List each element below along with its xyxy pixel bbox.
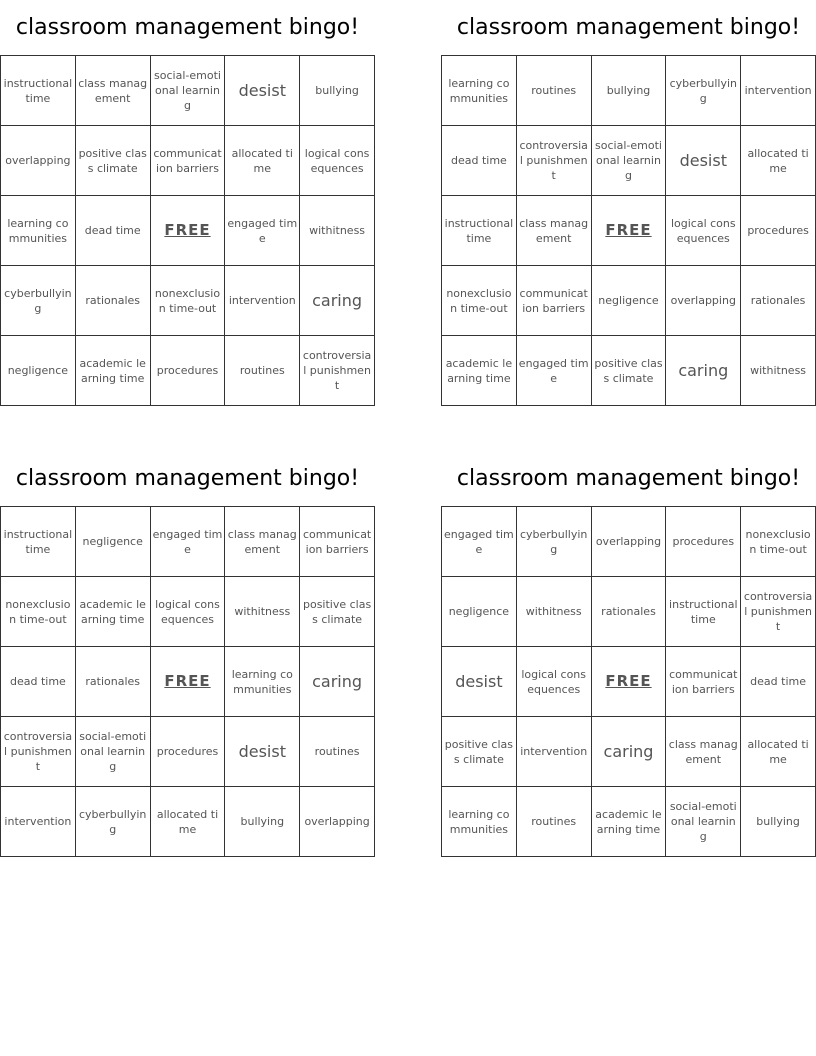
bingo-cell: positive class climate bbox=[76, 126, 151, 196]
bingo-cell: allocated time bbox=[741, 717, 816, 787]
bingo-cell: bullying bbox=[225, 787, 300, 857]
bingo-grid bbox=[441, 55, 816, 406]
bingo-cell: academic learning time bbox=[442, 336, 517, 406]
card-title: classroom management bingo! bbox=[456, 466, 801, 491]
bingo-cell: dead time bbox=[741, 647, 816, 717]
bingo-cell: caring bbox=[592, 717, 667, 787]
bingo-cell: allocated time bbox=[741, 126, 816, 196]
bingo-cell: academic learning time bbox=[76, 577, 151, 647]
bingo-cell: cyberbullying bbox=[666, 56, 741, 126]
bingo-cell: overlapping bbox=[666, 266, 741, 336]
bingo-cell: engaged time bbox=[517, 336, 592, 406]
bingo-card-2 bbox=[441, 0, 816, 385]
bingo-cell: cyberbullying bbox=[76, 787, 151, 857]
bingo-cell: intervention bbox=[517, 717, 592, 787]
bingo-cell: logical consequences bbox=[151, 577, 226, 647]
bingo-cell: procedures bbox=[666, 507, 741, 577]
bingo-cell: social-emotional learning bbox=[592, 126, 667, 196]
bingo-cell: communication barriers bbox=[666, 647, 741, 717]
bingo-cell: intervention bbox=[1, 787, 76, 857]
bingo-cell: routines bbox=[300, 717, 375, 787]
bingo-cell: cyberbullying bbox=[517, 507, 592, 577]
bingo-cell: controversial punishment bbox=[300, 336, 375, 406]
bingo-cell: procedures bbox=[741, 196, 816, 266]
bingo-free-space: FREE bbox=[592, 647, 667, 717]
bingo-cell: communication barriers bbox=[151, 126, 226, 196]
bingo-cell: rationales bbox=[76, 647, 151, 717]
bingo-cell: instructional time bbox=[1, 56, 76, 126]
bingo-cell: withitness bbox=[225, 577, 300, 647]
bingo-cell: academic learning time bbox=[592, 787, 667, 857]
bingo-cell: withitness bbox=[300, 196, 375, 266]
bingo-cell: learning communities bbox=[442, 787, 517, 857]
bingo-cell: nonexclusion time-out bbox=[151, 266, 226, 336]
bingo-cell: learning communities bbox=[442, 56, 517, 126]
bingo-cell: controversial punishment bbox=[517, 126, 592, 196]
bingo-cell: desist bbox=[225, 717, 300, 787]
bingo-cell: nonexclusion time-out bbox=[442, 266, 517, 336]
bingo-cell: academic learning time bbox=[76, 336, 151, 406]
bingo-free-space: FREE bbox=[151, 196, 226, 266]
bingo-cell: logical consequences bbox=[517, 647, 592, 717]
bingo-cell: overlapping bbox=[592, 507, 667, 577]
bingo-cell: logical consequences bbox=[666, 196, 741, 266]
bingo-cell: rationales bbox=[592, 577, 667, 647]
bingo-cell: procedures bbox=[151, 336, 226, 406]
bingo-cell: social-emotional learning bbox=[151, 56, 226, 126]
bingo-cell: positive class climate bbox=[300, 577, 375, 647]
bingo-grid bbox=[0, 506, 375, 857]
bingo-cell: dead time bbox=[442, 126, 517, 196]
bingo-cell: caring bbox=[300, 266, 375, 336]
bingo-cell: negligence bbox=[76, 507, 151, 577]
bingo-card-1 bbox=[0, 0, 375, 392]
bingo-cell: instructional time bbox=[666, 577, 741, 647]
bingo-cell: overlapping bbox=[1, 126, 76, 196]
bingo-cell: desist bbox=[225, 56, 300, 126]
bingo-cell: intervention bbox=[741, 56, 816, 126]
bingo-cell: learning communities bbox=[225, 647, 300, 717]
bingo-cell: class management bbox=[76, 56, 151, 126]
bingo-cell: bullying bbox=[741, 787, 816, 857]
bingo-card-3 bbox=[0, 451, 375, 836]
bingo-cell: engaged time bbox=[442, 507, 517, 577]
bingo-cell: communication barriers bbox=[300, 507, 375, 577]
bingo-cell: positive class climate bbox=[442, 717, 517, 787]
bingo-cell: negligence bbox=[442, 577, 517, 647]
bingo-cell: controversial punishment bbox=[741, 577, 816, 647]
bingo-cell: positive class climate bbox=[592, 336, 667, 406]
bingo-cell: bullying bbox=[592, 56, 667, 126]
bingo-free-space: FREE bbox=[592, 196, 667, 266]
bingo-cell: desist bbox=[442, 647, 517, 717]
bingo-cell: class management bbox=[666, 717, 741, 787]
bingo-cell: class management bbox=[225, 507, 300, 577]
bingo-grid bbox=[441, 506, 816, 857]
bingo-cell: bullying bbox=[300, 56, 375, 126]
bingo-cell: nonexclusion time-out bbox=[741, 507, 816, 577]
bingo-cell: withitness bbox=[741, 336, 816, 406]
bingo-cell: logical consequences bbox=[300, 126, 375, 196]
bingo-cell: withitness bbox=[517, 577, 592, 647]
bingo-cell: social-emotional learning bbox=[76, 717, 151, 787]
bingo-grid bbox=[0, 55, 375, 406]
bingo-cell: desist bbox=[666, 126, 741, 196]
bingo-cell: routines bbox=[517, 56, 592, 126]
bingo-cell: engaged time bbox=[151, 507, 226, 577]
bingo-cell: learning communities bbox=[1, 196, 76, 266]
bingo-cell: caring bbox=[300, 647, 375, 717]
card-title: classroom management bingo! bbox=[456, 15, 801, 40]
bingo-cell: overlapping bbox=[300, 787, 375, 857]
bingo-cell: engaged time bbox=[225, 196, 300, 266]
bingo-cell: routines bbox=[225, 336, 300, 406]
bingo-cell: routines bbox=[517, 787, 592, 857]
bingo-cell: social-emotional learning bbox=[666, 787, 741, 857]
bingo-cell: allocated time bbox=[225, 126, 300, 196]
bingo-cell: rationales bbox=[76, 266, 151, 336]
card-title: classroom management bingo! bbox=[15, 466, 360, 491]
bingo-cell: procedures bbox=[151, 717, 226, 787]
bingo-cell: rationales bbox=[741, 266, 816, 336]
bingo-cell: controversial punishment bbox=[1, 717, 76, 787]
bingo-cell: dead time bbox=[1, 647, 76, 717]
bingo-cell: nonexclusion time-out bbox=[1, 577, 76, 647]
bingo-card-4 bbox=[441, 451, 816, 843]
bingo-cell: allocated time bbox=[151, 787, 226, 857]
bingo-cell: cyberbullying bbox=[1, 266, 76, 336]
bingo-cell: dead time bbox=[76, 196, 151, 266]
bingo-cell: intervention bbox=[225, 266, 300, 336]
bingo-cell: negligence bbox=[1, 336, 76, 406]
bingo-cell: communication barriers bbox=[517, 266, 592, 336]
bingo-cell: instructional time bbox=[1, 507, 76, 577]
bingo-cell: caring bbox=[666, 336, 741, 406]
bingo-cell: negligence bbox=[592, 266, 667, 336]
bingo-free-space: FREE bbox=[151, 647, 226, 717]
bingo-cell: instructional time bbox=[442, 196, 517, 266]
bingo-cell: class management bbox=[517, 196, 592, 266]
card-title: classroom management bingo! bbox=[15, 15, 360, 40]
